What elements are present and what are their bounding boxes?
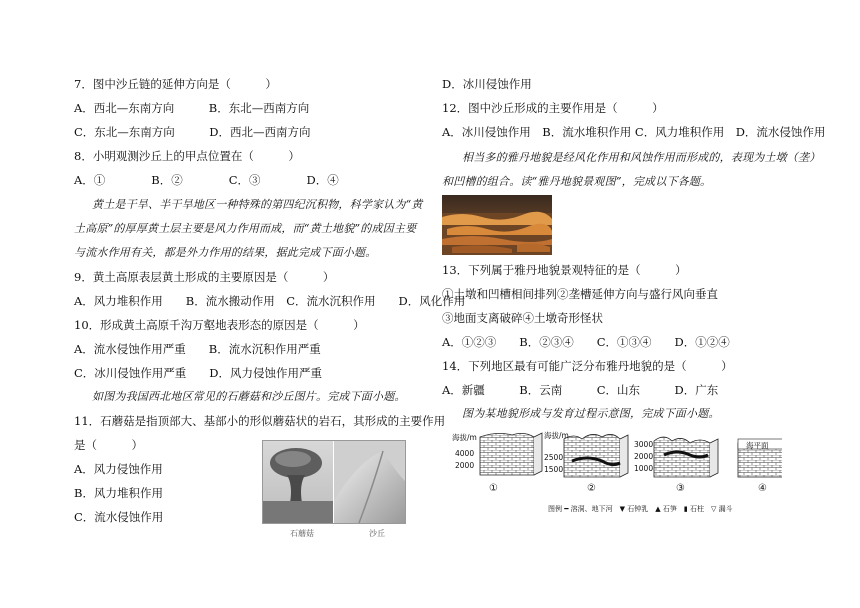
figure-panel-3-tick-2: 2000 [634,452,654,461]
question-14: 14．下列地区最有可能广泛分布雅丹地貌的是（ ） [442,359,733,373]
passage-karst-figure: 图为某地貌形成与发育过程示意图，完成下面小题。 [462,407,720,420]
passage-yardang-line-2: 和凹槽的组合。读“雅丹地貌景观图”，完成以下各题。 [442,175,712,188]
figure-panel-1-tick-2: 2000 [455,461,475,470]
question-7: 7．图中沙丘链的延伸方向是（ ） [74,77,277,91]
figure-panel-1-axis: 海拔/m [452,433,477,442]
question-11-line-2: 是（ ） [74,438,143,452]
question-12-options: A．冰川侵蚀作用 B．流水堆积作用 C．风力堆积作用 D．流水侵蚀作用 [442,125,826,139]
question-10-options-cd: C．冰川侵蚀作用严重 D．风力侵蚀作用严重 [74,366,323,380]
question-14-options: A．新疆 B．云南 C．山东 D．广东 [442,383,719,397]
question-9: 9．黄土高原表层黄土形成的主要原因是（ ） [74,270,335,284]
question-7-options-cd: C．东北—东南方向 D．西北—西南方向 [74,125,311,139]
question-11-option-c: C．流水侵蚀作用 [74,510,164,524]
question-8-options: A．① B．② C．③ D．④ [74,173,339,187]
question-13-options: A．①②③ B．②③④ C．①③④ D．①②④ [442,335,730,349]
caption-mushroom-rock: 石蘑菇 [290,529,314,538]
figure-number-2: ② [587,483,596,494]
question-11-option-d: D．冰川侵蚀作用 [442,77,532,91]
figure-panel-2-tick-2: 1500 [544,465,564,474]
passage-mushroom-rock: 如图为我国西北地区常见的石蘑菇和沙丘图片。完成下面小题。 [92,390,406,403]
question-11-option-b: B．风力堆积作用 [74,486,163,500]
question-11-line-1: 11．石蘑菇是指顶部大、基部小的形似蘑菇状的岩石，其形成的主要作用 [74,414,446,428]
figure-panel-4-sea-level: 海平面 [746,441,769,450]
figure-panel-2-tick-1: 2500 [544,453,564,462]
figure-panel-3-tick-1: 3000 [634,440,654,449]
passage-loess-line-2: 土高原”的厚厚黄土层主要是风力作用而成，而“黄土地貌”的成因主要 [74,222,417,235]
figure-panel-2-axis: 海拔/m [544,431,569,440]
question-8: 8．小明观测沙丘上的甲点位置在（ ） [74,149,300,163]
figure-number-3: ③ [676,483,685,494]
question-13-statements-2: ③地面支离破碎④土墩奇形怪状 [442,311,603,325]
passage-loess-line-1: 黄土是干旱、半干旱地区一种特殊的第四纪沉积物，科学家认为“黄 [92,198,423,211]
question-13-statements-1: ①土墩和凹槽相间排列②垄槽延伸方向与盛行风向垂直 [442,287,718,301]
yardang-landscape-photo [442,195,552,255]
figure-panel-1-tick-1: 4000 [455,449,475,458]
question-13: 13．下列属于雅丹地貌景观特征的是（ ） [442,263,687,277]
question-7-options-ab: A．西北—东南方向 B．东北—西南方向 [74,101,310,115]
question-9-options: A．风力堆积作用 B．流水搬动作用 C．流水沉积作用 D．风化作用 [74,294,466,308]
mushroom-rock-dune-photos [262,440,406,524]
question-11-option-a: A．风力侵蚀作用 [74,462,163,476]
question-10-options-ab: A．流水侵蚀作用严重 B．流水沉积作用严重 [74,342,321,356]
passage-yardang-line-1: 相当多的雅丹地貌是经风化作用和风蚀作用而形成的，表现为土墩（垄） [462,151,821,164]
figure-number-1: ① [489,483,498,494]
caption-dune: 沙丘 [369,529,385,538]
figure-number-4: ④ [758,483,767,494]
question-10: 10．形成黄土高原千沟万壑地表形态的原因是（ ） [74,318,365,332]
figure-legend: 图例 ━ 溶洞、地下河 ▼ 石钟乳 ▲ 石笋 ▮ 石柱 ▽ 漏斗 [548,505,733,513]
passage-loess-line-3: 与流水作用有关，都是外力作用的结果，据此完成下面小题。 [74,246,377,259]
question-12: 12．图中沙丘形成的主要作用是（ ） [442,101,664,115]
figure-panel-3-tick-3: 1000 [634,464,654,473]
